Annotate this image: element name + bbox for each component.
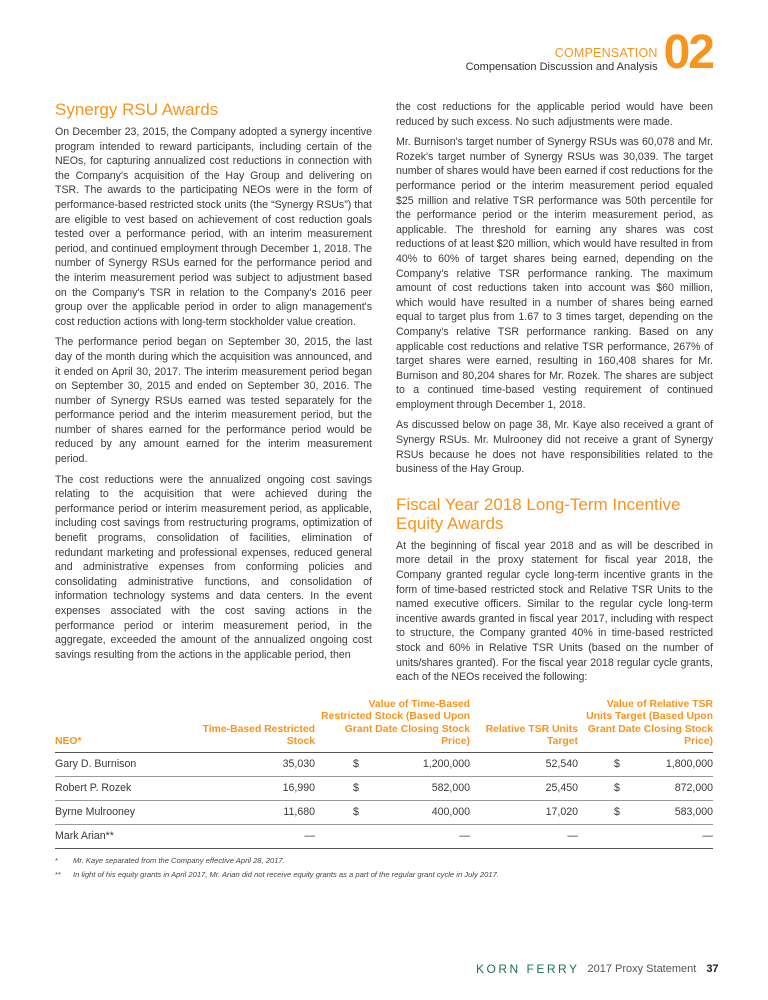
restricted-stock-cell [195, 752, 315, 776]
footnote-text: In light of his equity grants in April 2017, Mr. Arian did not receive equity grants as a part of the regular grant cycle in July 2017. [73, 869, 499, 879]
column-header: Value of Time-Based Restricted Stock (Based Upon Grant Date Closing Stock Price) [315, 699, 470, 753]
cell-text: 52,540 [545, 758, 578, 771]
page-footer [470, 942, 719, 976]
restricted-stock-value-cell [315, 752, 470, 776]
cell-text: $ [614, 758, 620, 771]
footnotes [55, 855, 713, 883]
footnote [55, 869, 713, 880]
right-column [396, 100, 713, 691]
footnote-mark: * [55, 855, 58, 865]
tsr-value-cell [578, 800, 713, 824]
footnote-text: Mr. Kaye separated from the Company effective April 28, 2017. [73, 855, 285, 865]
brand-logo: KORN FERRY [476, 962, 580, 976]
cell-text: — [702, 830, 713, 843]
cell-text: $ [353, 782, 359, 795]
chapter-number: 02 [663, 26, 713, 79]
cell-text: 583,000 [674, 806, 713, 819]
column-header: Relative TSR Units Target [470, 699, 578, 753]
restricted-stock-value-cell [315, 776, 470, 800]
cell-text: 35,030 [282, 758, 315, 771]
restricted-stock-cell [195, 824, 315, 848]
tsr-units-cell [470, 752, 578, 776]
cell-text: 1,200,000 [422, 758, 470, 771]
cell-text: 582,000 [431, 782, 470, 795]
cell-text: 872,000 [674, 782, 713, 795]
tsr-units-cell [470, 776, 578, 800]
tsr-value-cell [578, 824, 713, 848]
footnote [55, 855, 713, 866]
cell-text: — [459, 830, 470, 843]
cell-text: $ [614, 806, 620, 819]
cell-text: — [567, 830, 578, 843]
cell-text: — [304, 830, 315, 843]
restricted-stock-value-cell [315, 824, 470, 848]
section-label: COMPENSATION [554, 46, 658, 60]
neo-name-cell [55, 752, 195, 776]
paragraph: The performance period began on September 30, 2015, the last day of the month during which the acquisition was announced, and it ended on April 30, 2017. The interim measurement period began on September 30, 2015 and ended on September 30, 2016. The number of Synergy RSUs earned was tested separately for the performance period and the interim measurement period, but the number of shares earned for the performance period would be reduced by any amount earned for the interim measurement period. [55, 336, 372, 466]
column-header: Time-Based Restricted Stock [195, 699, 315, 753]
running-header [466, 46, 658, 78]
page-number: 37 [706, 963, 719, 975]
body-columns [55, 100, 713, 691]
tsr-units-cell [470, 824, 578, 848]
section-heading: Fiscal Year 2018 Long-Term Incentive Equity Awards [396, 494, 681, 533]
cell-text: 17,020 [545, 806, 578, 819]
left-column [55, 100, 372, 668]
cell-text: 25,450 [545, 782, 578, 795]
currency-symbol [584, 757, 620, 771]
paragraph: As discussed below on page 38, Mr. Kaye also received a grant of Synergy RSUs. Mr. Mulrooney did not receive a grant of Synergy RSUs because he does not have responsibilities related to the business of the Hay Group. [396, 419, 713, 476]
table-row [55, 752, 713, 776]
table-row [55, 800, 713, 824]
tsr-value-cell [578, 752, 713, 776]
cell-text: 16,990 [282, 782, 315, 795]
table-header-row [55, 699, 713, 753]
cell-text: $ [353, 758, 359, 771]
section-heading: Synergy RSU Awards [55, 100, 219, 119]
restricted-stock-cell [195, 776, 315, 800]
paragraph: Mr. Burnison's target number of Synergy RSUs was 60,078 and Mr. Rozek's target number of Synergy RSUs was 30,039. The target number of shares would have been earned if cost reductions for the performance period or the interim measurement period equaled $25 million and relative TSR performance was 50th percentile for the performance period or the interim measurement period, as applicable. The threshold for earning any shares was cost reductions of at least $20 million, which would have resulted in from 40% to 60% of target shares being earned, depending on the Company's relative TSR performance ranking. The maximum amount of cost reductions taken into account was $60 million, which would have resulted in a number of shares being earned equal to target plus from 1.67 to 3 times target, depending on the Company's relative TSR performance ranking. Based on any applicable cost reductions and relative TSR performance, 267% of target shares were earned, resulting in 160,408 shares for Mr. Burnison and 80,204 shares for Mr. Rozek. The shares are subject to a continued time-based vesting requirement of continued employment through December 1, 2018. [396, 136, 713, 411]
neo-name-cell [55, 776, 195, 800]
currency-symbol [321, 781, 359, 795]
cell-text: Mark Arian** [55, 830, 114, 843]
tsr-units-cell [470, 800, 578, 824]
subsection-label: Compensation Discussion and Analysis [465, 61, 658, 73]
currency-symbol [321, 805, 359, 819]
column-header: NEO* [55, 699, 195, 753]
paragraph: the cost reductions for the applicable period would have been reduced by such excess. No such adjustments were made. [396, 101, 713, 128]
cell-text: Byrne Mulrooney [55, 806, 136, 819]
tsr-value-cell [578, 776, 713, 800]
footnote-mark: ** [55, 869, 61, 879]
neo-name-cell [55, 800, 195, 824]
cell-text: 400,000 [431, 806, 470, 819]
cell-text: $ [353, 806, 359, 819]
neo-name-cell [55, 824, 195, 848]
paragraph: At the beginning of fiscal year 2018 and as will be described in more detail in the proxy statement for fiscal year 2018, the Company granted regular cycle long-term incentive grants in the form of time-based restricted stock and Relative TSR Units to the named executive officers. Similar to the regular cycle long-term incentive awards granted in fiscal year 2017, including with respect to structure, the Company granted 40% in time-based restricted stock and 60% in Relative TSR Units (based on the number of units/shares granted). For the fiscal year 2018 regular cycle grants, each of the NEOs received the following: [396, 539, 713, 684]
cell-text: 1,800,000 [665, 758, 713, 771]
currency-symbol [321, 757, 359, 771]
restricted-stock-cell [195, 800, 315, 824]
restricted-stock-value-cell [315, 800, 470, 824]
paragraph: On December 23, 2015, the Company adopted a synergy incentive program intended to reward participants, including certain of the NEOs, for capturing annualized cost reductions in connection with the Company's acquisition of the Hay Group and delivering on TSR. The awards to the participating NEOs were in the form of performance-based restricted stock units (the “Synergy RSUs”) that are eligible to vest based on achievement of cost reduction goals tested over a performance period, with an interim measurement period, and continued employment through December 1, 2018. The number of Synergy RSUs earned for the performance period and the interim measurement period was subject to adjustment based on the Company's TSR in relation to the Company's 2016 peer group over the applicable period in order to align management's cost reduction actions with long-term stockholder value creation. [55, 126, 372, 328]
running-header-row [55, 28, 713, 78]
column-header: Value of Relative TSR Units Target (Based Upon Grant Date Closing Stock Price) [578, 699, 713, 753]
table-row [55, 776, 713, 800]
paragraph: The cost reductions were the annualized ongoing cost savings relating to the acquisition that were achieved during the performance period or interim measurement period, as applicable, including cost savings from restructuring programs, optimization of benefit programs, consolidation of facilities, elimination of redundant marketing and professional expenses, reduced general and administrative expenses from conforming policies and consolidating administrative functions, and consolidation of information technology systems and data centers. In the event expenses associated with the cost saving actions in the performance period or interim measurement period, in the aggregate, exceeded the amount of the annualized ongoing cost savings resulting from the actions in the applicable period, then [55, 473, 372, 661]
currency-symbol [584, 805, 620, 819]
cell-text: Gary D. Burnison [55, 758, 137, 771]
cell-text: $ [614, 782, 620, 795]
document-title: 2017 Proxy Statement [587, 963, 697, 975]
currency-symbol [584, 781, 620, 795]
equity-awards-table [55, 699, 713, 849]
cell-text: 11,680 [283, 806, 315, 819]
cell-text: Robert P. Rozek [55, 782, 132, 795]
table-row [55, 824, 713, 848]
